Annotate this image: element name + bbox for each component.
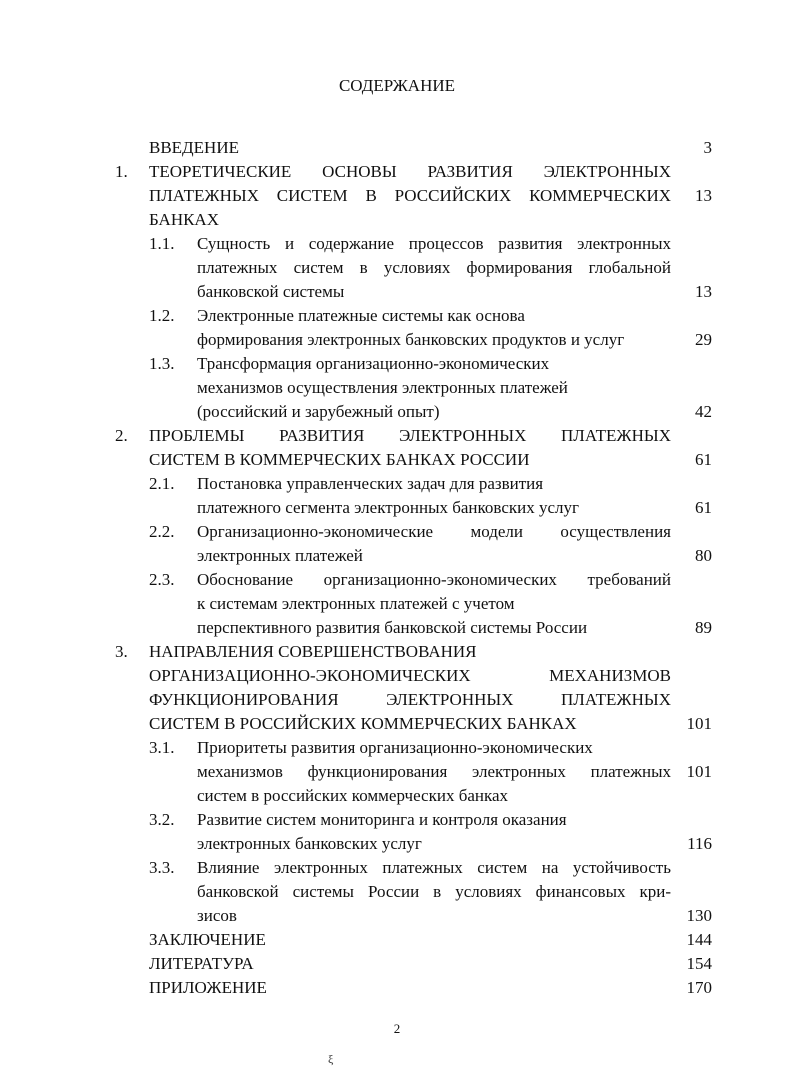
toc-ch2-page: 61 <box>695 450 712 469</box>
toc-s23-line: перспективного развития банковской системы России <box>197 618 588 637</box>
toc-s13-line: Трансформация организационно-экономических <box>197 354 550 373</box>
toc-s23-page: 89 <box>695 618 712 637</box>
toc-ch3-line: СИСТЕМ В РОССИЙСКИХ КОММЕРЧЕСКИХ БАНКАХ <box>149 714 577 733</box>
scan-mark: ξ <box>328 1052 334 1066</box>
toc-s13-page: 42 <box>695 402 712 421</box>
page-title: СОДЕРЖАНИЕ <box>338 76 456 95</box>
toc-ch1-line: ТЕОРЕТИЧЕСКИЕ ОСНОВЫ РАЗВИТИЯ ЭЛЕКТРОННЫХ <box>149 162 671 181</box>
toc-s21-num: 2.1. <box>149 474 175 493</box>
toc-s33-num: 3.3. <box>149 858 175 877</box>
toc-s33-line: зисов <box>197 906 237 925</box>
toc-s13-num: 1.3. <box>149 354 175 373</box>
toc-s12-num: 1.2. <box>149 306 175 325</box>
toc-literature-page: 154 <box>686 954 712 973</box>
toc-ch2-num: 2. <box>115 426 128 445</box>
toc-s23-line: к системам электронных платежей с учетом <box>197 594 515 613</box>
toc-ch3-line: ФУНКЦИОНИРОВАНИЯ ЭЛЕКТРОННЫХ ПЛАТЕЖНЫХ <box>149 690 671 709</box>
toc-ch2-line: ПРОБЛЕМЫ РАЗВИТИЯ ЭЛЕКТРОННЫХ ПЛАТЕЖНЫХ <box>149 426 671 445</box>
toc-ch1-line: ПЛАТЕЖНЫХ СИСТЕМ В РОССИЙСКИХ КОММЕРЧЕСКИХ <box>149 186 671 205</box>
toc-ch3-page: 101 <box>686 714 712 733</box>
toc-s32-num: 3.2. <box>149 810 175 829</box>
toc-ch2-line: СИСТЕМ В КОММЕРЧЕСКИХ БАНКАХ РОССИИ <box>149 450 530 469</box>
toc-s11-line: Сущность и содержание процессов развития электронных <box>197 234 671 253</box>
toc-s31-line: механизмов функционирования электронных платежных <box>197 762 671 781</box>
toc-ch1-num: 1. <box>115 162 128 181</box>
toc-appendix-page: 170 <box>686 978 712 997</box>
toc-s23-num: 2.3. <box>149 570 175 589</box>
toc-s12-line: Электронные платежные системы как основа <box>197 306 525 325</box>
toc-s13-line: механизмов осуществления электронных платежей <box>197 378 568 397</box>
toc-intro-label: ВВЕДЕНИЕ <box>149 138 239 157</box>
toc-s12-page: 29 <box>695 330 712 349</box>
toc-s33-page: 130 <box>686 906 712 925</box>
toc-conclusion-label: ЗАКЛЮЧЕНИЕ <box>149 930 266 949</box>
toc-ch1-line: БАНКАХ <box>149 210 219 229</box>
toc-s32-line: Развитие систем мониторинга и контроля оказания <box>197 810 567 829</box>
toc-appendix-label: ПРИЛОЖЕНИЕ <box>149 978 267 997</box>
toc-s21-line: Постановка управленческих задач для развития <box>197 474 544 493</box>
toc-s21-line: платежного сегмента электронных банковских услуг <box>197 498 580 517</box>
toc-s11-line: банковской системы <box>197 282 345 301</box>
toc-conclusion-page: 144 <box>686 930 712 949</box>
toc-s13-line: (российский и зарубежный опыт) <box>197 402 440 421</box>
toc-s11-page: 13 <box>695 282 712 301</box>
toc-s31-num: 3.1. <box>149 738 175 757</box>
toc-s21-page: 61 <box>695 498 712 517</box>
toc-s22-line: Организационно-экономические модели осуществления <box>197 522 671 541</box>
toc-s23-line: Обоснование организационно-экономических требований <box>197 570 671 589</box>
toc-s31-line: систем в российских коммерческих банках <box>197 786 509 805</box>
toc-ch3-line: ОРГАНИЗАЦИОННО-ЭКОНОМИЧЕСКИХ МЕХАНИЗМОВ <box>149 666 671 685</box>
toc-s22-line: электронных платежей <box>197 546 363 565</box>
toc-s22-num: 2.2. <box>149 522 175 541</box>
toc-s33-line: банковской системы России в условиях финансовых кри- <box>197 882 671 901</box>
toc-literature-label: ЛИТЕРАТУРА <box>149 954 254 973</box>
toc-s33-line: Влияние электронных платежных систем на устойчивость <box>197 858 671 877</box>
toc-s11-line: платежных систем в условиях формирования глобальной <box>197 258 671 277</box>
toc-ch3-num: 3. <box>115 642 128 661</box>
toc-ch1-page: 13 <box>695 186 712 205</box>
toc-s32-page: 116 <box>687 834 712 853</box>
toc-intro-page: 3 <box>703 138 712 157</box>
toc-s32-line: электронных банковских услуг <box>197 834 422 853</box>
toc-s22-page: 80 <box>695 546 712 565</box>
toc-s12-line: формирования электронных банковских продуктов и услуг <box>197 330 625 349</box>
page-number: 2 <box>393 1021 401 1036</box>
toc-ch3-line: НАПРАВЛЕНИЯ СОВЕРШЕНСТВОВАНИЯ <box>149 642 477 661</box>
toc-s31-page: 101 <box>686 762 712 781</box>
toc-s31-line: Приоритеты развития организационно-экономических <box>197 738 593 757</box>
toc-s11-num: 1.1. <box>149 234 175 253</box>
